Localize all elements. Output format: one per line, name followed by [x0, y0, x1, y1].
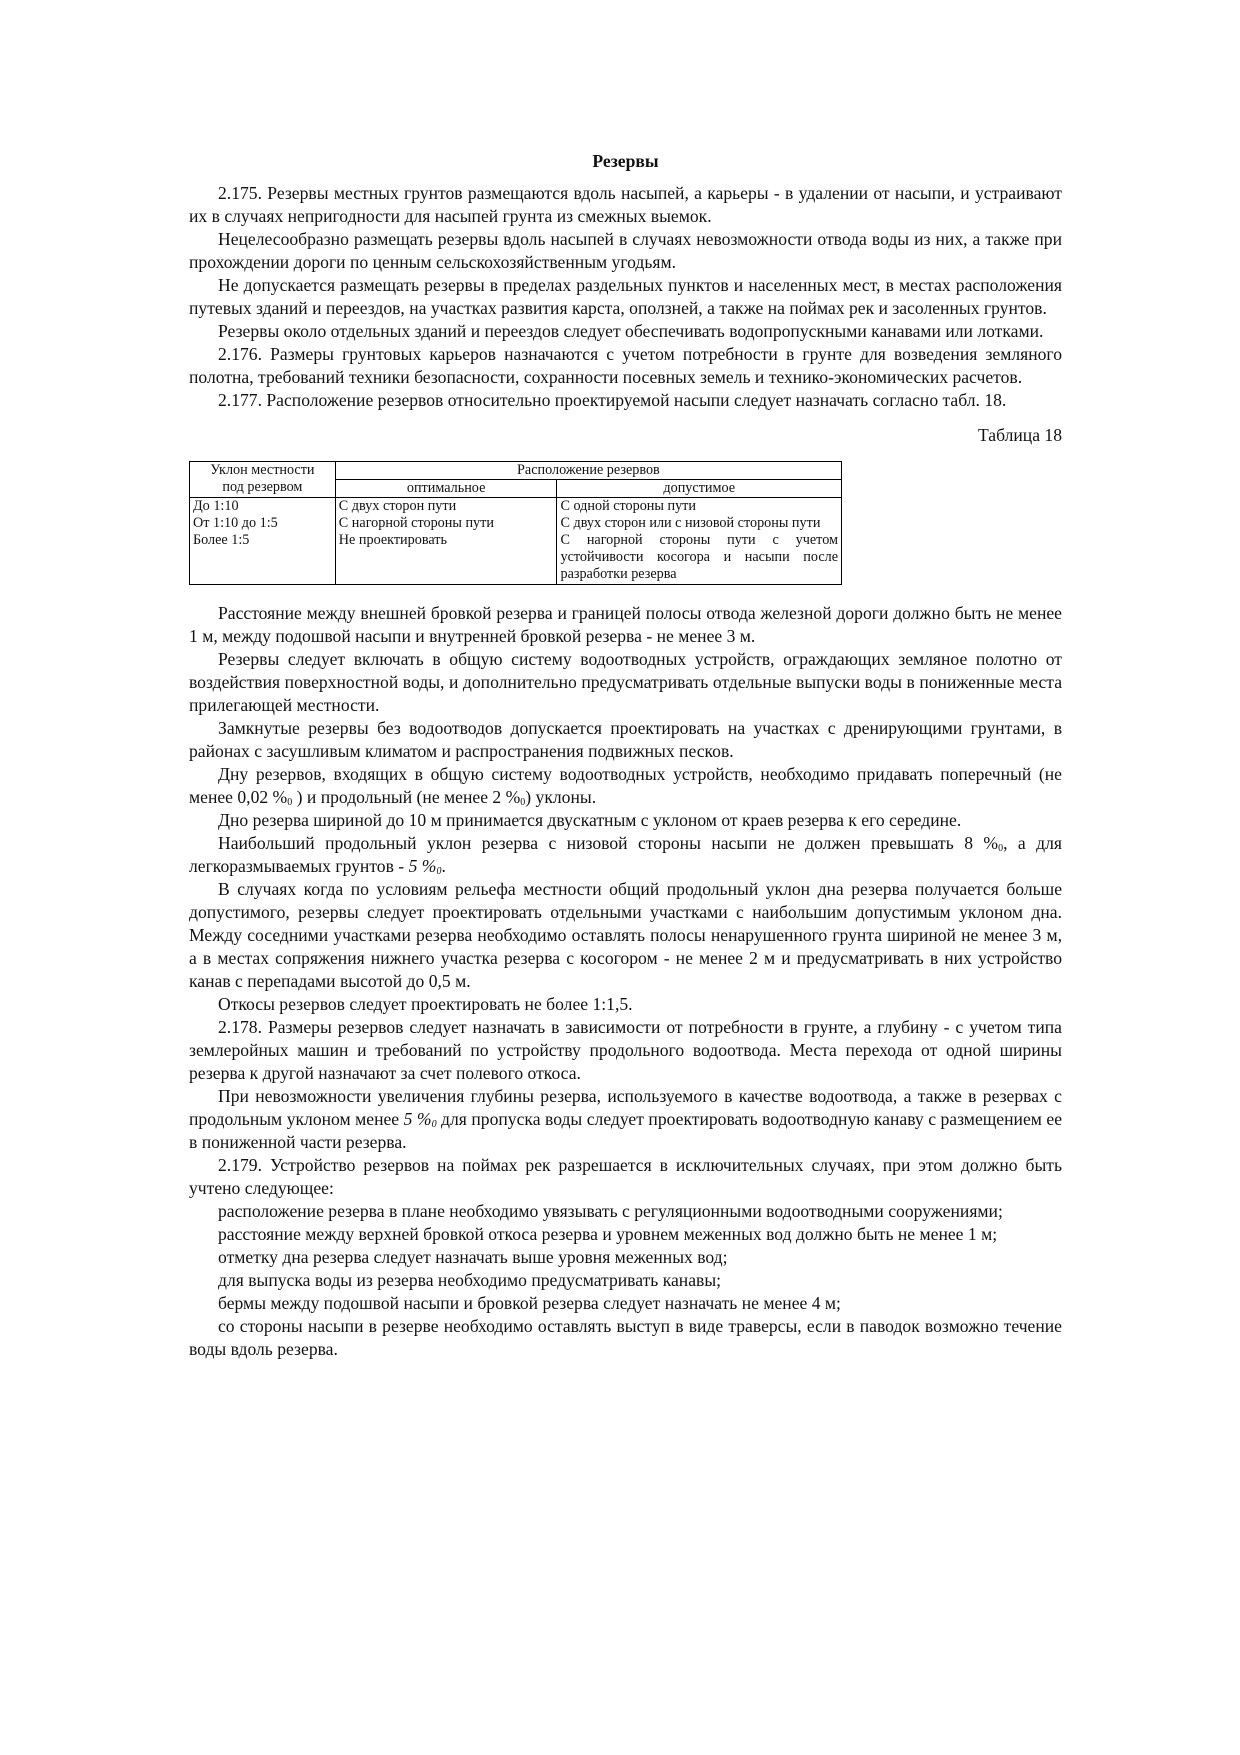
paragraph: Дно резерва шириной до 10 м принимается двускатным с уклоном от краев резерва к его середине.: [218, 810, 962, 830]
subscript: 0: [436, 866, 442, 877]
italic-run: 5 %: [408, 856, 437, 876]
paragraph: со стороны насыпи в резерве необходимо оставлять выступ в виде траверсы, если в паводок возможно течение воды вдоль резерва.: [189, 1316, 1062, 1359]
paragraph: бермы между подошвой насыпи и бровкой резерва следует назначать не менее 4 м;: [218, 1293, 841, 1313]
cell-allowed: С двух сторон или с низовой стороны пути: [557, 515, 842, 532]
paragraph: Не допускается размещать резервы в пределах раздельных пунктов и населенных мест, в местах расположения путевых зданий и переездов, на участках развития карста, оползней, а также на поймах рек и засоленных грунтов.: [189, 275, 1062, 318]
paragraph: расположение резерва в плане необходимо увязывать с регуляционными водоотводными сооружениями;: [218, 1201, 1003, 1221]
section-title: Резервы: [592, 151, 659, 171]
text-run: для пропуска воды следует проектировать водоотводную канаву с размещением ее в пониженной части резерва.: [189, 1109, 1062, 1152]
header-optimal: оптимальное: [335, 480, 557, 498]
text-run: Наибольший продольный уклон резерва с низовой стороны насыпи не должен превышать 8 %: [218, 833, 999, 853]
document-page: [189, 150, 1062, 1361]
paragraph: Замкнутые резервы без водоотводов допускается проектировать на участках с дренирующими грунтами, в районах с засушливым климатом и распространения подвижных песков.: [189, 718, 1062, 761]
text-run: .: [441, 856, 446, 876]
paragraph: 2.179. Устройство резервов на поймах рек разрешается в исключительных случаях, при этом должно быть учтено следующее:: [189, 1155, 1062, 1198]
text-run: При невозможности увеличения глубины резерва, используемого в качестве водоотвода, а также в резервах с продольным уклоном менее: [189, 1086, 1062, 1129]
paragraph: Расстояние между внешней бровкой резерва и границей полосы отвода железной дороги должно быть не менее 1 м, между подошвой насыпи и внутренней бровкой резерва - не менее 3 м.: [189, 603, 1062, 646]
paragraph: 2.175. Резервы местных грунтов размещаются вдоль насыпей, а карьеры - в удалении от насыпи, и устраивают их в случаях непригодности для насыпей грунта из смежных выемок.: [189, 183, 1062, 226]
reserves-table: [189, 461, 842, 585]
header-allowed: допустимое: [557, 480, 842, 498]
text-run: ) уклоны.: [525, 787, 597, 807]
cell-optimal: С нагорной стороны пути: [335, 515, 557, 532]
header-slope-line2: под резервом: [222, 479, 303, 495]
text-run: Дну резервов, входящих в общую систему водоотводных устройств, необходимо придавать поперечный (не менее 0,02 %: [189, 764, 1062, 807]
paragraph: для выпуска воды из резерва необходимо предусматривать канавы;: [218, 1270, 722, 1290]
table-row: [190, 498, 842, 516]
subscript: 0: [431, 1119, 437, 1130]
header-group: Расположение резервов: [335, 462, 841, 480]
subscript: 0: [998, 843, 1004, 854]
table-row: [190, 515, 842, 532]
cell-slope: От 1:10 до 1:5: [190, 515, 336, 532]
text-run: ) и продольный (не менее 2 %: [292, 787, 521, 807]
cell-slope: Более 1:5: [190, 532, 336, 585]
table-caption: Таблица 18: [977, 425, 1062, 445]
cell-optimal: С двух сторон пути: [335, 498, 557, 516]
header-slope-line1: Уклон местности: [210, 462, 315, 478]
cell-allowed: С одной стороны пути: [557, 498, 842, 516]
subscript: 0: [287, 797, 293, 808]
paragraph: 2.177. Расположение резервов относительно проектируемой насыпи следует назначать согласно табл. 18.: [218, 390, 1007, 410]
cell-optimal: Не проектировать: [335, 532, 557, 585]
paragraph: Откосы резервов следует проектировать не более 1:1,5.: [218, 994, 633, 1014]
paragraph: Резервы следует включать в общую систему водоотводных устройств, ограждающих земляное полотно от воздействия поверхностной воды, и дополнительно предусматривать отдельные выпуски воды в пониженные места прилегающей местности.: [189, 649, 1062, 715]
subscript: 0: [520, 797, 526, 808]
cell-allowed: С нагорной стороны пути с учетом устойчивости косогора и насыпи после разработки резерва: [557, 532, 842, 585]
paragraph: 2.178. Размеры резервов следует назначать в зависимости от потребности в грунте, а глубину - с учетом типа землеройных машин и требований по устройству продольного водоотвода. Места перехода от одной ширины резерва к другой назначают за счет полевого откоса.: [189, 1017, 1062, 1083]
italic-run: 5 %: [403, 1109, 432, 1129]
table-row: [190, 532, 842, 585]
paragraph: [189, 832, 1062, 878]
cell-slope: До 1:10: [190, 498, 336, 516]
paragraph: [189, 763, 1062, 809]
paragraph: В случаях когда по условиям рельефа местности общий продольный уклон дна резерва получается больше допустимого, резервы следует проектировать отдельными участками с наибольшим допустимым уклоном дна. Между соседними участками резерва необходимо оставлять полосы ненарушенного грунта шириной не менее 3 м, а в местах сопряжения нижнего участка резерва с косогором - не менее 2 м и предусматривать в них устройство канав с перепадами высотой до 0,5 м.: [189, 879, 1062, 991]
paragraph: 2.176. Размеры грунтовых карьеров назначаются с учетом потребности в грунте для возведения земляного полотна, требований техники безопасности, сохранности посевных земель и технико-экономических расчетов.: [189, 344, 1062, 387]
paragraph: отметку дна резерва следует назначать выше уровня меженных вод;: [218, 1247, 728, 1267]
paragraph: расстояние между верхней бровкой откоса резерва и уровнем меженных вод должно быть не менее 1 м;: [218, 1224, 998, 1244]
paragraph: Нецелесообразно размещать резервы вдоль насыпей в случаях невозможности отвода воды из них, а также при прохождении дороги по ценным сельскохозяйственным угодьям.: [189, 229, 1062, 272]
header-slope: [190, 462, 336, 498]
text-run: , а для легкоразмываемых грунтов -: [189, 833, 1062, 876]
paragraph: [189, 1085, 1062, 1154]
paragraph: Резервы около отдельных зданий и переездов следует обеспечивать водопропускными канавами или лотками.: [218, 321, 1044, 341]
